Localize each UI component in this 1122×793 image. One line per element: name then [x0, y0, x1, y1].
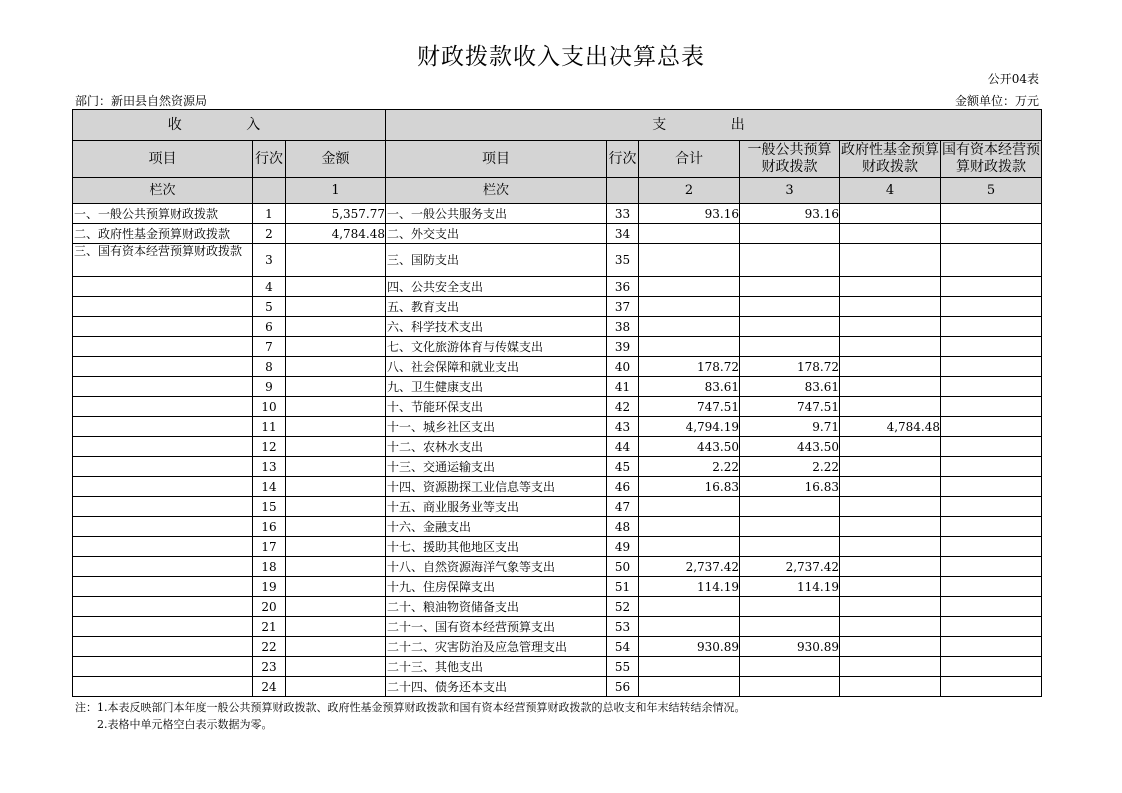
gov-fund-amount — [840, 337, 941, 357]
table-row — [73, 277, 1042, 297]
income-line-no: 11 — [253, 417, 286, 437]
income-amount — [286, 657, 386, 677]
expense-item-header: 项目 — [386, 141, 607, 178]
income-line-no: 13 — [253, 457, 286, 477]
total-amount — [639, 277, 740, 297]
expense-item: 八、社会保障和就业支出 — [386, 357, 607, 377]
expense-item: 十八、自然资源海洋气象等支出 — [386, 557, 607, 577]
state-capital-amount — [941, 437, 1042, 457]
income-line-no: 12 — [253, 437, 286, 457]
state-capital-amount — [941, 657, 1042, 677]
expense-item: 十五、商业服务业等支出 — [386, 497, 607, 517]
state-capital-amount — [941, 597, 1042, 617]
expense-line-no: 37 — [607, 297, 639, 317]
expense-line-no: 44 — [607, 437, 639, 457]
table-row — [73, 637, 1042, 657]
income-item — [73, 297, 253, 317]
total-amount: 178.72 — [639, 357, 740, 377]
income-item — [73, 577, 253, 597]
expense-line-no: 46 — [607, 477, 639, 497]
table-row — [73, 617, 1042, 637]
table-row — [73, 677, 1042, 697]
income-group-header: 收 入 — [73, 110, 386, 141]
income-amount — [286, 297, 386, 317]
expense-item: 五、教育支出 — [386, 297, 607, 317]
general-budget-amount: 747.51 — [740, 397, 840, 417]
total-amount — [639, 617, 740, 637]
income-amount — [286, 497, 386, 517]
expense-line-no: 51 — [607, 577, 639, 597]
income-amount — [286, 537, 386, 557]
gov-fund-amount — [840, 457, 941, 477]
col-number-4: 4 — [840, 178, 941, 204]
income-amount — [286, 457, 386, 477]
expense-item: 十九、住房保障支出 — [386, 577, 607, 597]
total-amount — [639, 337, 740, 357]
state-capital-amount — [941, 637, 1042, 657]
income-amount — [286, 557, 386, 577]
expense-line-no: 50 — [607, 557, 639, 577]
total-amount — [639, 657, 740, 677]
table-row — [73, 317, 1042, 337]
state-capital-amount — [941, 224, 1042, 244]
table-row — [73, 577, 1042, 597]
income-item — [73, 637, 253, 657]
col-number-5: 5 — [941, 178, 1042, 204]
general-budget-amount — [740, 617, 840, 637]
total-amount: 114.19 — [639, 577, 740, 597]
income-amount — [286, 577, 386, 597]
income-item: 一、一般公共预算财政拨款 — [73, 204, 253, 224]
income-item — [73, 437, 253, 457]
expense-item: 二、外交支出 — [386, 224, 607, 244]
gov-fund-amount — [840, 537, 941, 557]
expense-item: 二十二、灾害防治及应急管理支出 — [386, 637, 607, 657]
expense-item: 二十一、国有资本经营预算支出 — [386, 617, 607, 637]
income-line-no: 16 — [253, 517, 286, 537]
expense-item: 九、卫生健康支出 — [386, 377, 607, 397]
income-amount — [286, 617, 386, 637]
gov-fund-amount — [840, 557, 941, 577]
general-budget-amount: 9.71 — [740, 417, 840, 437]
expense-item: 一、一般公共服务支出 — [386, 204, 607, 224]
total-amount — [639, 597, 740, 617]
income-item — [73, 417, 253, 437]
footnotes — [75, 699, 746, 733]
income-item — [73, 657, 253, 677]
state-capital-amount — [941, 244, 1042, 277]
total-amount — [639, 224, 740, 244]
group-header-row — [73, 110, 1042, 141]
expense-line-no: 49 — [607, 537, 639, 557]
income-line-no: 3 — [253, 244, 286, 277]
income-line-no: 19 — [253, 577, 286, 597]
state-capital-amount — [941, 397, 1042, 417]
gov-fund-amount — [840, 317, 941, 337]
expense-line-no: 42 — [607, 397, 639, 417]
income-item — [73, 457, 253, 477]
expense-line-no: 52 — [607, 597, 639, 617]
expense-item: 十四、资源勘探工业信息等支出 — [386, 477, 607, 497]
gov-fund-amount — [840, 497, 941, 517]
fiscal-summary-table — [72, 109, 1042, 697]
income-item — [73, 477, 253, 497]
income-amount — [286, 337, 386, 357]
total-amount: 443.50 — [639, 437, 740, 457]
column-number-row — [73, 178, 1042, 204]
state-capital-header: 国有资本经营预算财政拨款 — [941, 141, 1042, 178]
state-capital-amount — [941, 517, 1042, 537]
income-item — [73, 377, 253, 397]
form-code: 公开04表 — [987, 72, 1039, 86]
table-row — [73, 477, 1042, 497]
total-amount: 2,737.42 — [639, 557, 740, 577]
income-line-no: 8 — [253, 357, 286, 377]
gov-fund-amount — [840, 244, 941, 277]
total-amount: 2.22 — [639, 457, 740, 477]
expense-line-no: 35 — [607, 244, 639, 277]
expense-line-no: 45 — [607, 457, 639, 477]
income-line-no: 9 — [253, 377, 286, 397]
income-item: 二、政府性基金预算财政拨款 — [73, 224, 253, 244]
income-line-no: 20 — [253, 597, 286, 617]
income-item-header: 项目 — [73, 141, 253, 178]
table-row — [73, 224, 1042, 244]
gov-fund-amount — [840, 617, 941, 637]
table-row — [73, 337, 1042, 357]
unit-label: 金额单位：万元 — [954, 94, 1039, 108]
gov-fund-amount — [840, 517, 941, 537]
income-amount — [286, 517, 386, 537]
general-budget-amount — [740, 277, 840, 297]
expense-line-no: 38 — [607, 317, 639, 337]
state-capital-amount — [941, 377, 1042, 397]
general-budget-amount — [740, 317, 840, 337]
income-amount — [286, 277, 386, 297]
gov-fund-amount — [840, 577, 941, 597]
income-amount — [286, 677, 386, 697]
income-line-no: 4 — [253, 277, 286, 297]
gov-fund-amount — [840, 277, 941, 297]
table-row — [73, 397, 1042, 417]
income-line-no: 7 — [253, 337, 286, 357]
income-item — [73, 557, 253, 577]
expense-item: 十、节能环保支出 — [386, 397, 607, 417]
total-amount: 16.83 — [639, 477, 740, 497]
general-budget-amount: 2.22 — [740, 457, 840, 477]
income-amount — [286, 377, 386, 397]
state-capital-amount — [941, 577, 1042, 597]
state-capital-amount — [941, 537, 1042, 557]
table-row — [73, 357, 1042, 377]
income-item — [73, 317, 253, 337]
table-row — [73, 244, 1042, 277]
table-row — [73, 517, 1042, 537]
expense-line-no: 43 — [607, 417, 639, 437]
general-budget-amount — [740, 297, 840, 317]
income-amount: 5,357.77 — [286, 204, 386, 224]
total-amount — [639, 317, 740, 337]
general-budget-amount: 16.83 — [740, 477, 840, 497]
income-item — [73, 677, 253, 697]
col-blank — [253, 178, 286, 204]
income-line-no: 15 — [253, 497, 286, 517]
state-capital-amount — [941, 277, 1042, 297]
income-line-no: 1 — [253, 204, 286, 224]
income-line-no: 23 — [253, 657, 286, 677]
gov-fund-amount — [840, 637, 941, 657]
gov-fund-amount — [840, 357, 941, 377]
footnote-2: 2.表格中单元格空白表示数据为零。 — [97, 718, 273, 731]
income-item — [73, 277, 253, 297]
general-budget-amount: 93.16 — [740, 204, 840, 224]
general-budget-amount — [740, 224, 840, 244]
total-amount: 930.89 — [639, 637, 740, 657]
expense-item: 十二、农林水支出 — [386, 437, 607, 457]
expense-line-no: 39 — [607, 337, 639, 357]
total-amount — [639, 537, 740, 557]
income-line-no: 14 — [253, 477, 286, 497]
expense-line-no: 47 — [607, 497, 639, 517]
table-row — [73, 537, 1042, 557]
gov-fund-amount — [840, 477, 941, 497]
col-label-2: 栏次 — [386, 178, 607, 204]
state-capital-amount — [941, 457, 1042, 477]
income-amount — [286, 244, 386, 277]
income-item — [73, 497, 253, 517]
income-amount — [286, 357, 386, 377]
general-budget-amount — [740, 497, 840, 517]
expense-line-no: 36 — [607, 277, 639, 297]
col-number-2: 2 — [639, 178, 740, 204]
table-row — [73, 297, 1042, 317]
expense-item: 三、国防支出 — [386, 244, 607, 277]
general-budget-amount: 114.19 — [740, 577, 840, 597]
total-amount — [639, 297, 740, 317]
table-row — [73, 377, 1042, 397]
income-item — [73, 517, 253, 537]
expense-item: 十六、金融支出 — [386, 517, 607, 537]
gov-fund-amount — [840, 377, 941, 397]
income-line-header: 行次 — [253, 141, 286, 178]
total-amount: 83.61 — [639, 377, 740, 397]
table-body — [73, 204, 1042, 697]
income-item — [73, 337, 253, 357]
total-amount — [639, 497, 740, 517]
expense-line-no: 53 — [607, 617, 639, 637]
expense-item: 二十、粮油物资储备支出 — [386, 597, 607, 617]
state-capital-amount — [941, 677, 1042, 697]
general-budget-amount: 443.50 — [740, 437, 840, 457]
general-budget-amount — [740, 517, 840, 537]
gov-fund-amount — [840, 437, 941, 457]
income-item — [73, 537, 253, 557]
expense-item: 六、科学技术支出 — [386, 317, 607, 337]
state-capital-amount — [941, 417, 1042, 437]
total-amount: 747.51 — [639, 397, 740, 417]
income-line-no: 6 — [253, 317, 286, 337]
income-line-no: 18 — [253, 557, 286, 577]
general-budget-amount — [740, 677, 840, 697]
income-item — [73, 357, 253, 377]
table-row — [73, 597, 1042, 617]
state-capital-amount — [941, 337, 1042, 357]
total-amount — [639, 244, 740, 277]
table-row — [73, 557, 1042, 577]
total-amount: 4,794.19 — [639, 417, 740, 437]
gov-fund-amount — [840, 597, 941, 617]
expense-line-no: 34 — [607, 224, 639, 244]
income-amount — [286, 437, 386, 457]
gov-fund-amount: 4,784.48 — [840, 417, 941, 437]
state-capital-amount — [941, 357, 1042, 377]
gov-fund-amount — [840, 397, 941, 417]
general-budget-amount — [740, 244, 840, 277]
expense-line-header: 行次 — [607, 141, 639, 178]
gov-fund-amount — [840, 677, 941, 697]
expense-line-no: 55 — [607, 657, 639, 677]
income-amount — [286, 317, 386, 337]
expense-line-no: 41 — [607, 377, 639, 397]
col-blank-2 — [607, 178, 639, 204]
gov-fund-amount — [840, 204, 941, 224]
income-amount — [286, 417, 386, 437]
department-label: 部门：新田县自然资源局 — [75, 94, 208, 108]
column-header-row — [73, 141, 1042, 178]
table-row — [73, 417, 1042, 437]
general-budget-amount — [740, 597, 840, 617]
income-line-no: 21 — [253, 617, 286, 637]
expense-line-no: 40 — [607, 357, 639, 377]
state-capital-amount — [941, 617, 1042, 637]
expense-item: 十七、援助其他地区支出 — [386, 537, 607, 557]
general-budget-amount — [740, 657, 840, 677]
income-amount-header: 金额 — [286, 141, 386, 178]
footnote-1: 注：1.本表反映部门本年度一般公共预算财政拨款、政府性基金预算财政拨款和国有资本经营预算财政拨款的总收支和年末结转结余情况。 — [75, 701, 746, 714]
general-budget-amount — [740, 537, 840, 557]
general-budget-amount: 2,737.42 — [740, 557, 840, 577]
col-label: 栏次 — [73, 178, 253, 204]
expense-item: 二十四、债务还本支出 — [386, 677, 607, 697]
report-title: 财政拨款收入支出决算总表 — [417, 44, 705, 70]
expense-line-no: 48 — [607, 517, 639, 537]
gov-fund-amount — [840, 657, 941, 677]
income-item: 三、国有资本经营预算财政拨款 — [73, 244, 253, 277]
general-budget-amount: 83.61 — [740, 377, 840, 397]
expense-item: 四、公共安全支出 — [386, 277, 607, 297]
income-item — [73, 617, 253, 637]
total-amount — [639, 677, 740, 697]
total-amount: 93.16 — [639, 204, 740, 224]
income-amount — [286, 637, 386, 657]
state-capital-amount — [941, 204, 1042, 224]
income-amount — [286, 597, 386, 617]
income-line-no: 24 — [253, 677, 286, 697]
income-amount: 4,784.48 — [286, 224, 386, 244]
table-row — [73, 204, 1042, 224]
total-amount — [639, 517, 740, 537]
income-line-no: 22 — [253, 637, 286, 657]
state-capital-amount — [941, 297, 1042, 317]
col-number-1: 1 — [286, 178, 386, 204]
gov-fund-amount — [840, 297, 941, 317]
income-item — [73, 597, 253, 617]
state-capital-amount — [941, 477, 1042, 497]
income-line-no: 17 — [253, 537, 286, 557]
table-row — [73, 437, 1042, 457]
income-line-no: 10 — [253, 397, 286, 417]
expense-item: 二十三、其他支出 — [386, 657, 607, 677]
state-capital-amount — [941, 557, 1042, 577]
gov-fund-header: 政府性基金预算财政拨款 — [840, 141, 941, 178]
table-row — [73, 497, 1042, 517]
general-budget-amount: 930.89 — [740, 637, 840, 657]
expense-group-header: 支 出 — [386, 110, 1042, 141]
table-row — [73, 657, 1042, 677]
expense-item: 十一、城乡社区支出 — [386, 417, 607, 437]
total-header: 合计 — [639, 141, 740, 178]
income-item — [73, 397, 253, 417]
col-number-3: 3 — [740, 178, 840, 204]
income-amount — [286, 477, 386, 497]
general-budget-amount — [740, 337, 840, 357]
table-row — [73, 457, 1042, 477]
income-line-no: 2 — [253, 224, 286, 244]
gov-fund-amount — [840, 224, 941, 244]
general-budget-header: 一般公共预算财政拨款 — [740, 141, 840, 178]
expense-item: 十三、交通运输支出 — [386, 457, 607, 477]
general-budget-amount: 178.72 — [740, 357, 840, 377]
expense-line-no: 54 — [607, 637, 639, 657]
state-capital-amount — [941, 317, 1042, 337]
expense-item: 七、文化旅游体育与传媒支出 — [386, 337, 607, 357]
expense-line-no: 33 — [607, 204, 639, 224]
income-amount — [286, 397, 386, 417]
expense-line-no: 56 — [607, 677, 639, 697]
state-capital-amount — [941, 497, 1042, 517]
income-line-no: 5 — [253, 297, 286, 317]
